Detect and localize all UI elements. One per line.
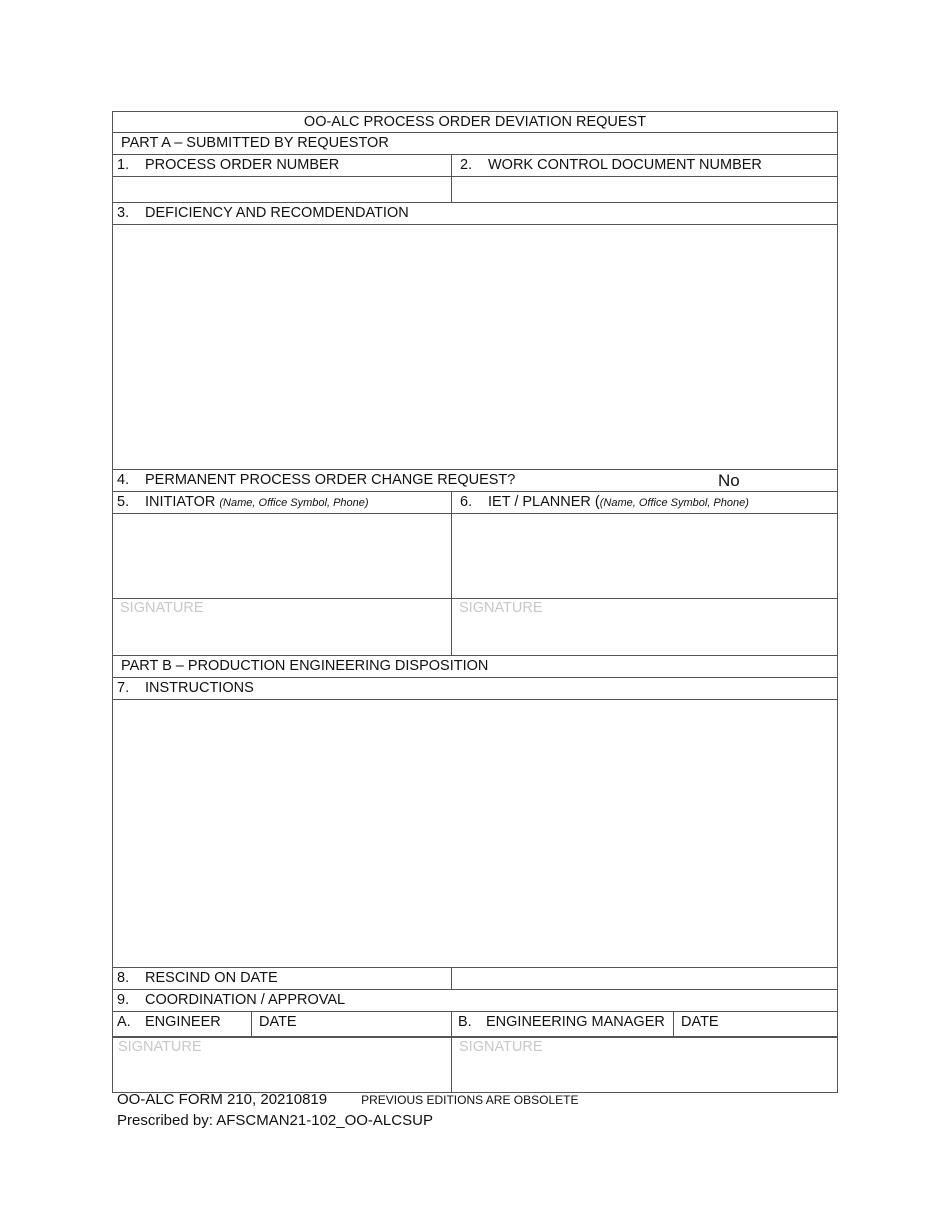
form-number: OO-ALC FORM 210, 20210819 [117,1091,328,1108]
item-4-label [113,471,515,489]
item-9a-date-cell [251,1012,451,1036]
part-a-title: PART A – SUBMITTED BY REQUESTOR [121,135,389,151]
item-2-cell [451,155,837,176]
engineer-signature-field[interactable] [113,1038,451,1092]
deficiency-recommendation-field[interactable] [112,225,838,470]
item-5-hint: (Name, Office Symbol, Phone) [219,497,369,509]
approval-label-row [112,1012,838,1038]
item-9b-text: ENGINEERING MANAGER [486,1014,665,1030]
item-6-label [456,493,749,512]
item-2-text: WORK CONTROL DOCUMENT NUMBER [488,157,762,173]
manager-signature-field[interactable] [451,1038,837,1092]
item-1-text: PROCESS ORDER NUMBER [145,157,340,173]
items-1-2-input-row [112,177,838,203]
item-9b-letter: B. [458,1014,472,1030]
item-1-label [113,156,339,174]
signature-row-a [112,599,838,656]
item-4-number: 4. [117,472,130,488]
planner-signature-placeholder: SIGNATURE [459,600,543,616]
form-footer-id [117,1091,579,1108]
item-9b-label [454,1013,665,1031]
initiator-field[interactable] [113,514,451,598]
item-9-row [112,990,838,1012]
item-5-text: INITIATOR [145,494,216,510]
prescribed-by: Prescribed by: AFSCMAN21-102_OO-ALCSUP [117,1112,433,1129]
item-7-label-row [112,678,838,700]
item-9-number: 9. [117,992,130,1008]
item-6-hint: (Name, Office Symbol, Phone [599,497,746,509]
item-6-cell [451,492,837,513]
instructions-field[interactable] [112,700,838,968]
rescind-date-field[interactable] [451,968,837,989]
item-9-text: COORDINATION / APPROVAL [145,992,346,1008]
item-7-number: 7. [117,680,130,696]
manager-signature-placeholder: SIGNATURE [459,1039,543,1055]
signature-row-b [112,1038,838,1093]
part-b-title: PART B – PRODUCTION ENGINEERING DISPOSITION [121,658,489,674]
item-9b-date-cell [673,1012,837,1036]
item-9b-date-label: DATE [681,1014,719,1030]
item-9b-cell [451,1012,673,1036]
part-b-header [112,656,838,678]
engineer-signature-placeholder: SIGNATURE [118,1039,202,1055]
item-8-row [112,968,838,990]
item-6-number: 6. [460,494,473,510]
process-order-number-field[interactable] [113,177,451,202]
initiator-signature-field[interactable] [113,599,451,655]
item-9a-letter: A. [117,1014,131,1030]
item-2-label [456,156,762,174]
item-9-label [113,991,345,1009]
item-7-label [113,679,254,697]
item-9a-text: ENGINEER [145,1014,221,1030]
item-8-number: 8. [117,970,130,986]
initiator-signature-placeholder: SIGNATURE [120,600,204,616]
part-a-header [112,133,838,155]
item-2-number: 2. [460,157,473,173]
item-6-hint-close: ) [745,497,749,509]
items-5-6-input-row [112,514,838,599]
iet-planner-field[interactable] [451,514,837,598]
item-5-number: 5. [117,494,130,510]
item-9a-label [113,1013,221,1031]
item-1-number: 1. [117,157,130,173]
item-8-label [113,969,278,987]
form-title: OO-ALC PROCESS ORDER DEVIATION REQUEST [303,114,647,130]
item-9a-date-label: DATE [259,1014,297,1030]
item-6-text: IET / PLANNER ( [488,494,600,510]
item-7-text: INSTRUCTIONS [145,680,254,696]
item-3-label-row [112,203,838,225]
item-4-row [112,470,838,492]
item-3-label [113,204,409,222]
work-control-document-number-field[interactable] [451,177,837,202]
form-title-row [112,111,838,133]
items-5-6-label-row [112,492,838,514]
item-4-text: PERMANENT PROCESS ORDER CHANGE REQUEST? [145,472,516,488]
planner-signature-field[interactable] [451,599,837,655]
obsolete-notice: PREVIOUS EDITIONS ARE OBSOLETE [361,1093,579,1107]
item-3-text: DEFICIENCY AND RECOMDENDATION [145,205,409,221]
items-1-2-label-row [112,155,838,177]
deviation-request-form [112,111,838,1093]
permanent-change-answer[interactable]: No [718,471,740,490]
item-5-label [113,493,369,512]
item-3-number: 3. [117,205,130,221]
item-8-text: RESCIND ON DATE [145,970,278,986]
